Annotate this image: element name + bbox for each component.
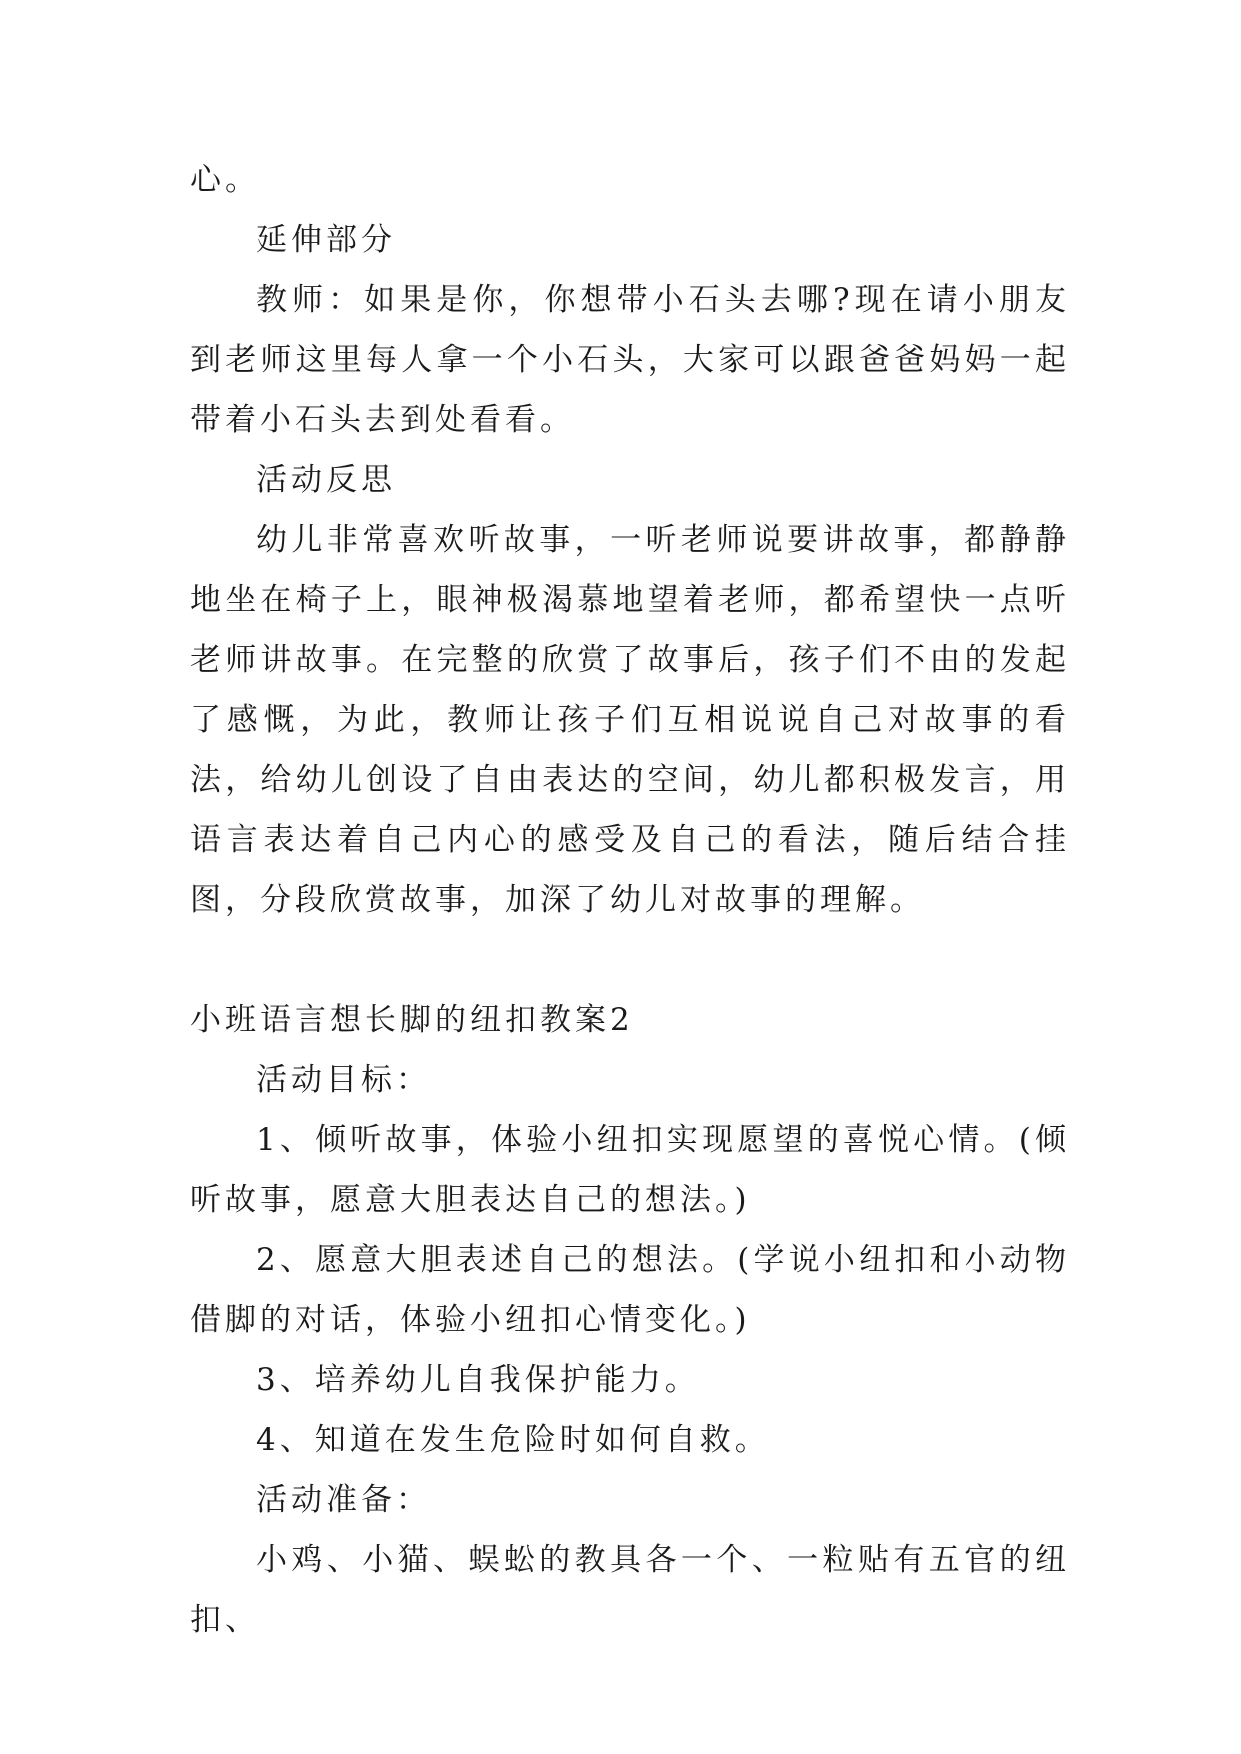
heading-preparation: 活动准备：: [256, 1482, 431, 1518]
section-title: 小班语言想长脚的纽扣教案2: [190, 1002, 634, 1038]
paragraph-reflection: 幼儿非常喜欢听故事，一听老师说要讲故事，都静静地坐在椅子上，眼神极渴慕地望着老师，都希望快一点听老师讲故事。在完整的欣赏了故事后，孩子们不由的发起了感慨，为此，教师让孩子们互相说说自己对故事的看法，给幼儿创设了自由表达的空间，幼儿都积极发言，用语言表达着自己内心的感受及自己的看法，随后结合挂图，分段欣赏故事，加深了幼儿对故事的理解。: [190, 522, 1070, 918]
heading-extension: 延伸部分: [256, 222, 396, 258]
objective-item-2: 2、愿意大胆表述自己的想法。(学说小纽扣和小动物借脚的对话，体验小纽扣心情变化。): [190, 1242, 1070, 1338]
objective-item-4: 4、知道在发生危险时如何自救。: [256, 1422, 770, 1458]
section-gap: [190, 930, 1070, 990]
paragraph-teacher-prompt: 教师：如果是你，你想带小石头去哪?现在请小朋友到老师这里每人拿一个小石头，大家可以跟爸爸妈妈一起带着小石头去到处看看。: [190, 282, 1070, 438]
objective-item-3: 3、培养幼儿自我保护能力。: [256, 1362, 700, 1398]
document-body: [190, 150, 1070, 1650]
heading-reflection: 活动反思: [256, 462, 396, 498]
paragraph-preparation: 小鸡、小猫、蜈蚣的教具各一个、一粒贴有五官的纽扣、: [190, 1542, 1070, 1638]
paragraph-continuation: 心。: [190, 162, 260, 198]
objective-item-1: 1、倾听故事，体验小纽扣实现愿望的喜悦心情。(倾听故事，愿意大胆表达自己的想法。): [190, 1122, 1070, 1218]
heading-objectives: 活动目标：: [256, 1062, 431, 1098]
